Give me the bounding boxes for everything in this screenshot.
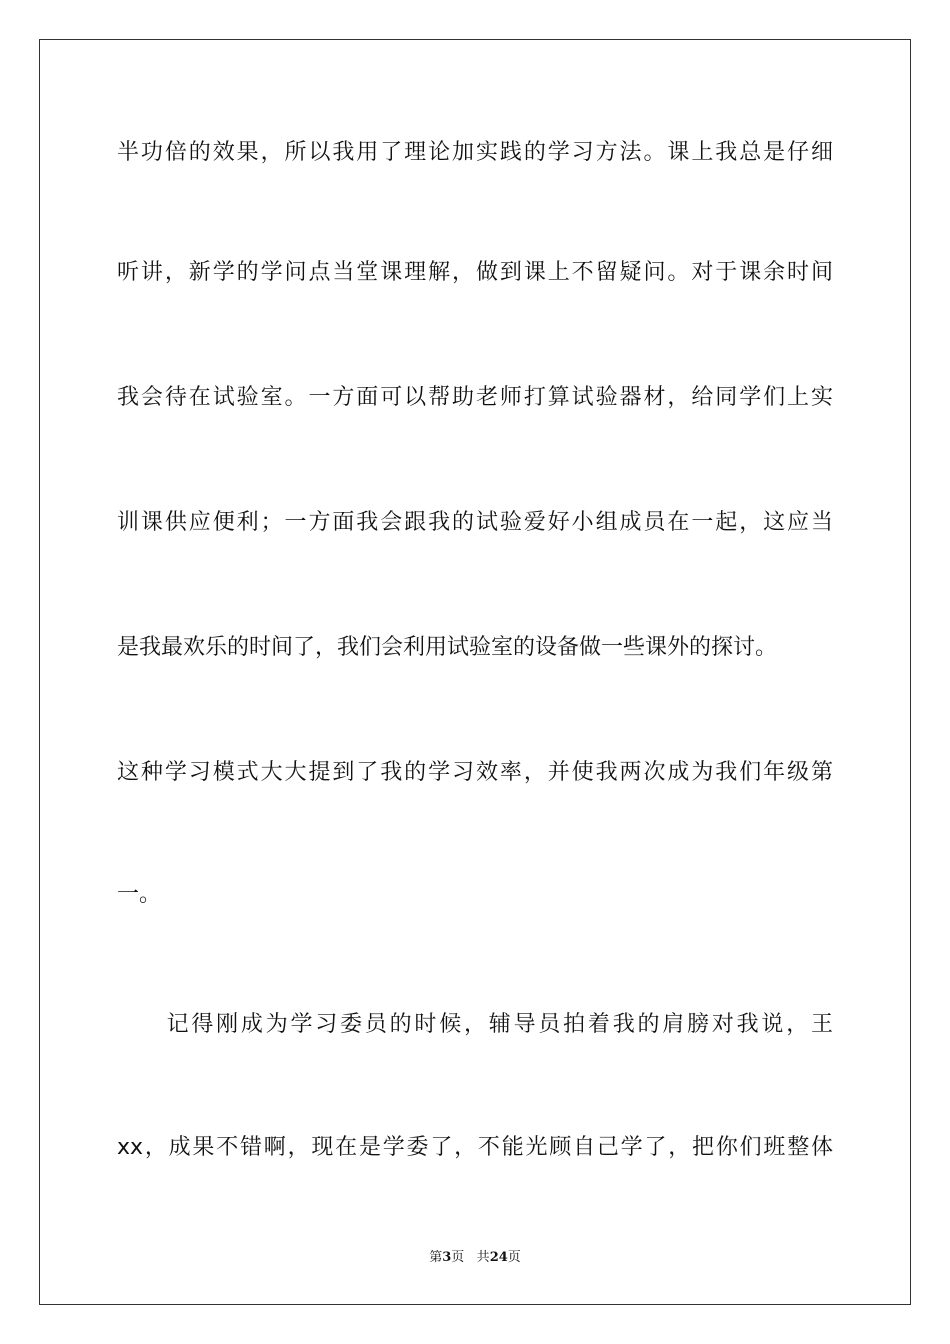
body-line-8: 记得刚成为学习委员的时候，辅导员拍着我的肩膀对我说，王 [117, 1012, 833, 1037]
body-line-3: 我会待在试验室。一方面可以帮助老师打算试验器材，给同学们上实 [117, 385, 833, 410]
body-line-2: 听讲，新学的学问点当堂课理解，做到课上不留疑问。对于课余时间 [117, 260, 833, 285]
body-line-4: 训课供应便利；一方面我会跟我的试验爱好小组成员在一起，这应当 [117, 510, 833, 535]
footer-total-prefix: 共 [476, 1250, 490, 1265]
page-border [39, 39, 911, 1305]
body-line-1: 半功倍的效果，所以我用了理论加实践的学习方法。课上我总是仔细 [117, 140, 833, 165]
body-line-5: 是我最欢乐的时间了，我们会利用试验室的设备做一些课外的探讨。 [117, 635, 778, 660]
body-line-9: xx，成果不错啊，现在是学委了，不能光顾自己学了，把你们班整体 [117, 1135, 833, 1160]
body-line-6: 这种学习模式大大提到了我的学习效率，并使我两次成为我们年级第 [117, 760, 833, 785]
footer-total-suffix: 页 [507, 1250, 521, 1265]
footer-page-prefix: 第 [429, 1250, 443, 1265]
page-footer [0, 1246, 950, 1265]
body-line-7: 一。 [117, 882, 162, 907]
footer-total-pages: 24 [489, 1250, 508, 1265]
footer-page-suffix: 页 [451, 1250, 465, 1265]
footer-page-number: 3 [442, 1250, 452, 1265]
